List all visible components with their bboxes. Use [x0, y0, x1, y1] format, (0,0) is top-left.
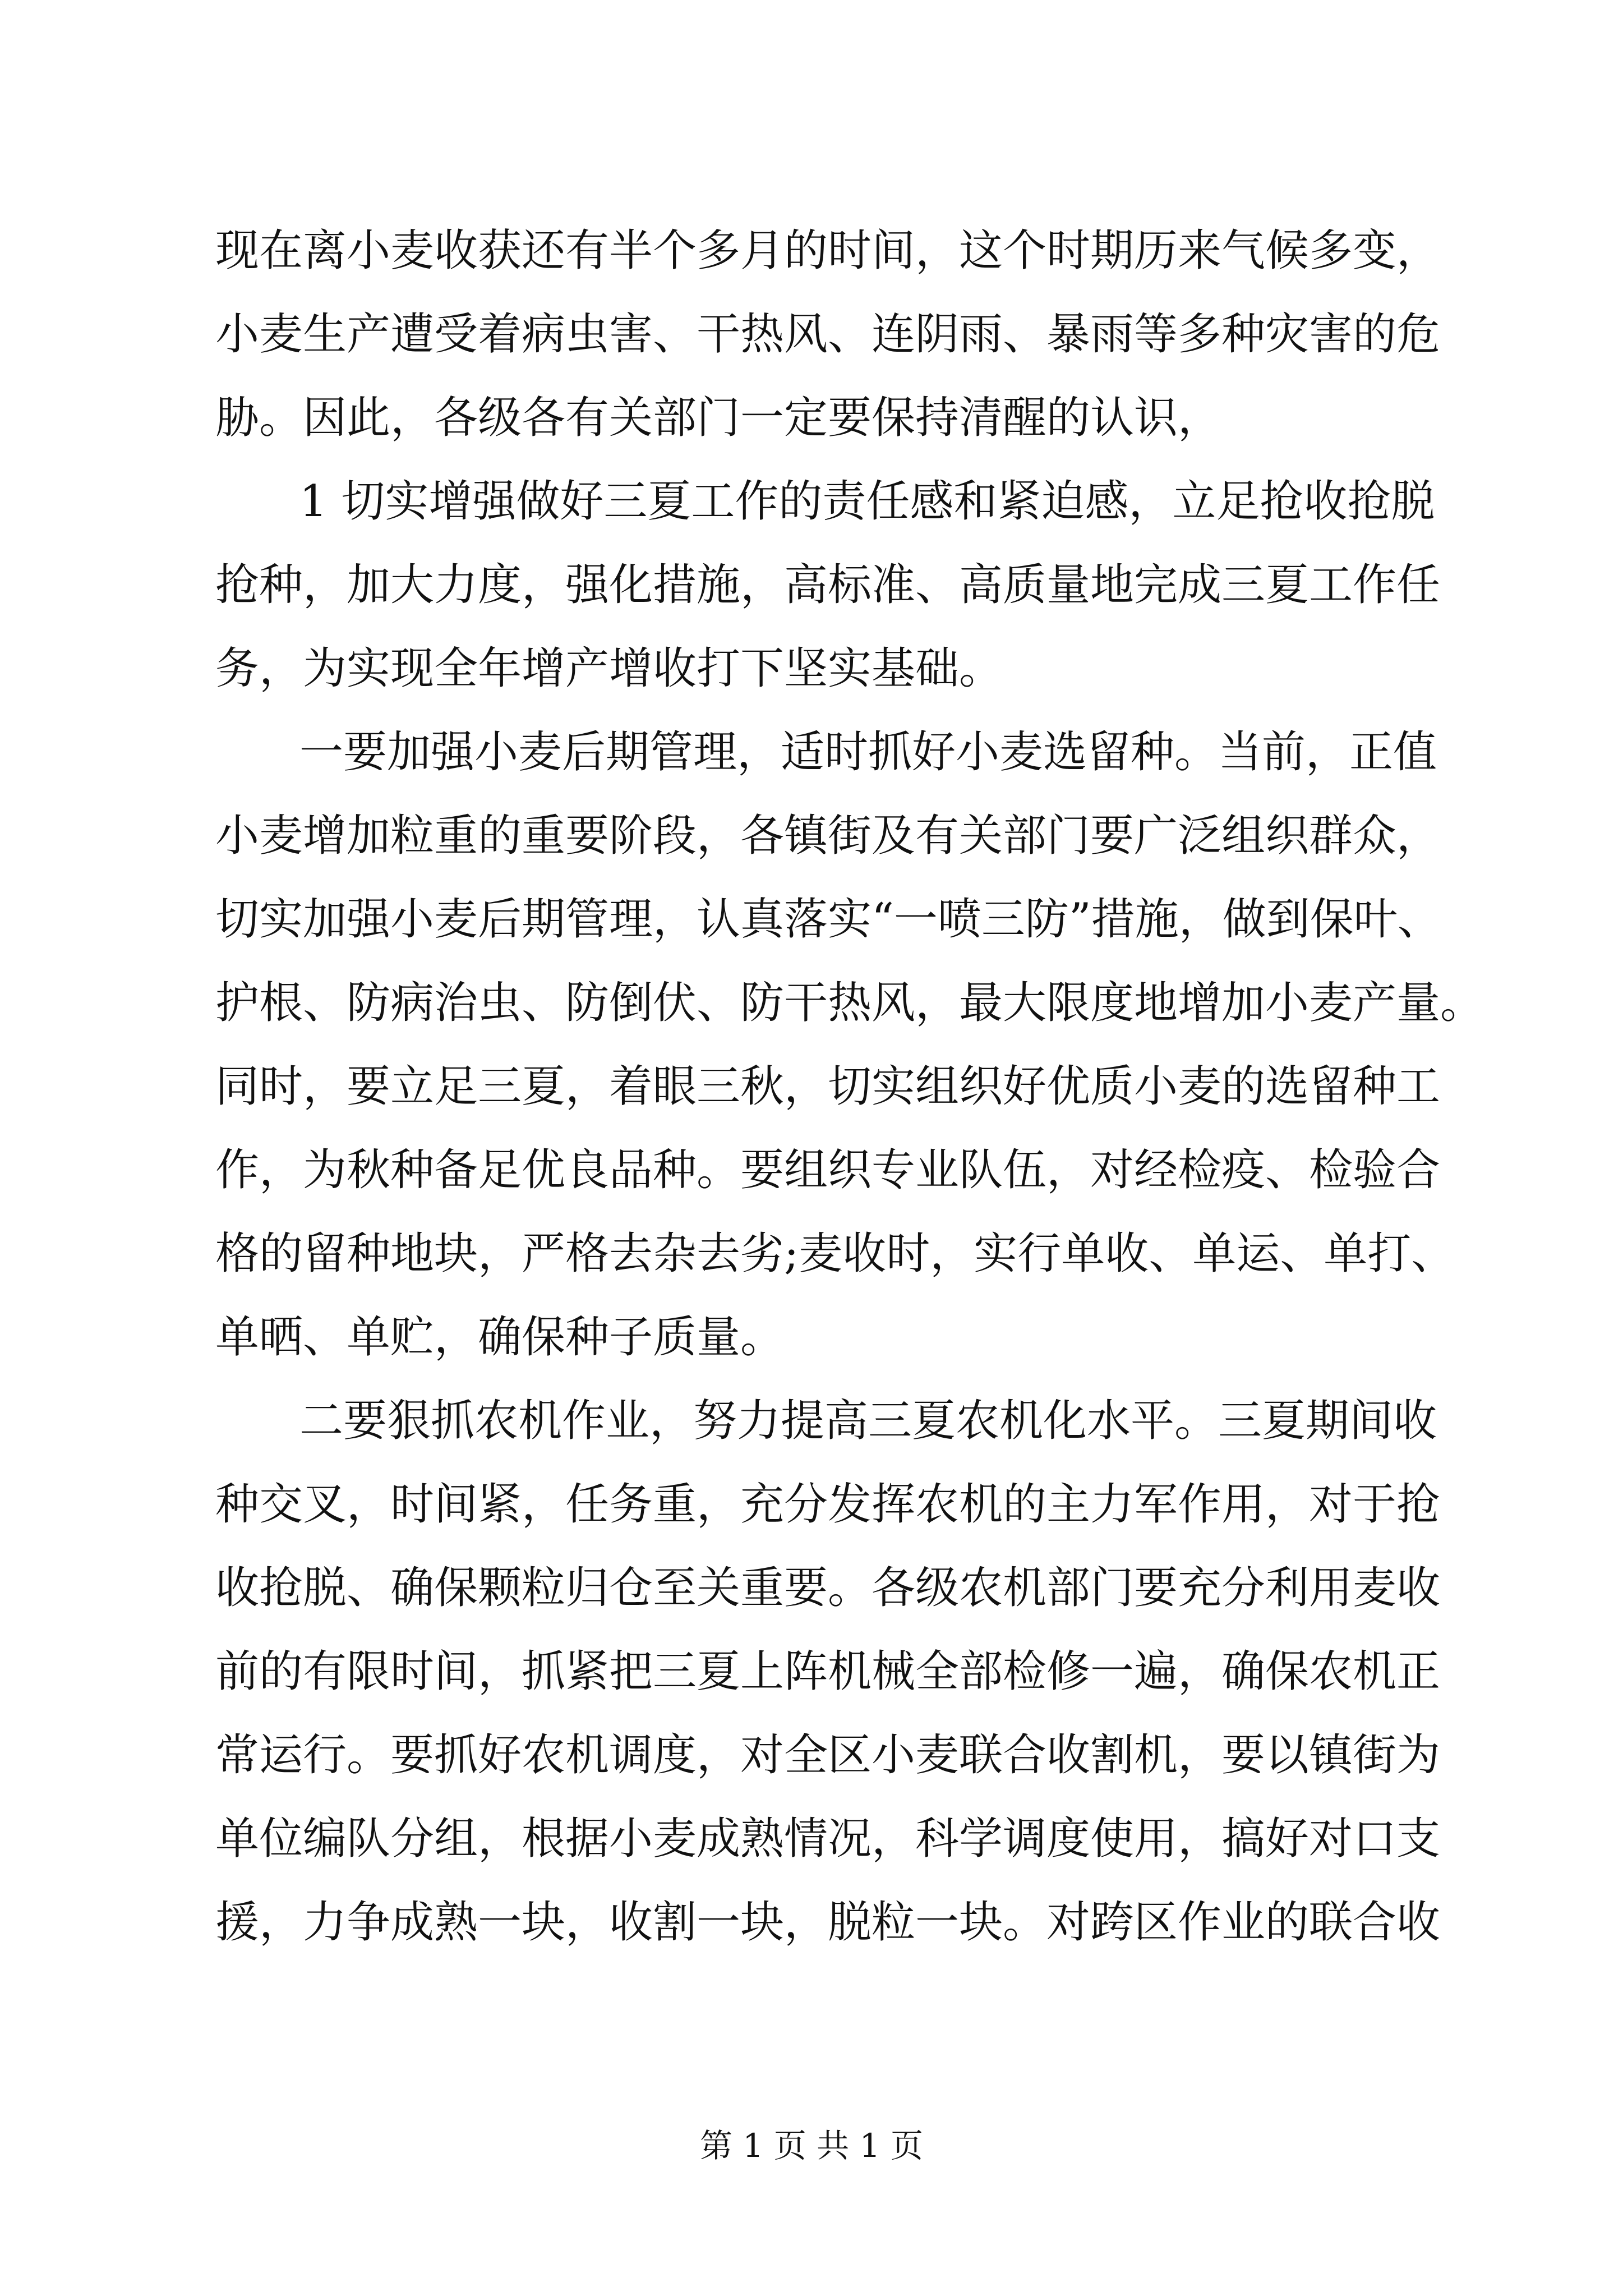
- text-line: 胁。因此，各级各有关部门一定要保持清醒的认识，: [215, 393, 1222, 443]
- text-line: 作，为秋种备足优良品种。要组织专业队伍，对经检疫、检验合: [215, 1145, 1441, 1195]
- document-body: [215, 209, 1484, 1964]
- page-number-footer: 第 1 页 共 1 页: [700, 2127, 923, 2165]
- text-line: 援，力争成熟一块，收割一块，脱粒一块。对跨区作业的联合收: [215, 1897, 1441, 1948]
- text-line: 格的留种地块，严格去杂去劣;麦收时，实行单收、单运、单打、: [215, 1228, 1455, 1279]
- text-line: 单位编队分组，根据小麦成熟情况，科学调度使用，搞好对口支: [215, 1814, 1441, 1864]
- text-line: 切实加强小麦后期管理，认真落实“一喷三防”措施，做到保叶、: [215, 894, 1441, 945]
- text-line: 同时，要立足三夏，着眼三秋，切实组织好优质小麦的选留种工: [215, 1061, 1441, 1112]
- paragraph-first-line: 1 切实增强做好三夏工作的责任感和紧迫感，立足抢收抢脱: [299, 476, 1435, 527]
- text-line: 常运行。要抓好农机调度，对全区小麦联合收割机，要以镇街为: [215, 1730, 1441, 1780]
- text-line: 小麦增加粒重的重要阶段，各镇街及有关部门要广泛组织群众，: [215, 811, 1441, 861]
- text-line: 抢种，加大力度，强化措施，高标准、高质量地完成三夏工作任: [215, 560, 1441, 610]
- text-line: 现在离小麦收获还有半个多月的时间，这个时期历来气候多变，: [215, 226, 1441, 276]
- paragraph-first-line: 一要加强小麦后期管理，适时抓好小麦选留种。当前，正值: [299, 727, 1437, 777]
- text-line: 种交叉，时间紧，任务重，充分发挥农机的主力军作用，对于抢: [215, 1479, 1441, 1530]
- text-line: 前的有限时间，抓紧把三夏上阵机械全部检修一遍，确保农机正: [215, 1646, 1441, 1697]
- paragraph-first-line: 二要狠抓农机作业，努力提高三夏农机化水平。三夏期间收: [299, 1396, 1437, 1446]
- text-line: 小麦生产遭受着病虫害、干热风、连阴雨、暴雨等多种灾害的危: [215, 309, 1441, 360]
- text-line: 单晒、单贮，确保种子质量。: [215, 1312, 785, 1363]
- text-line: 收抢脱、确保颗粒归仓至关重要。各级农机部门要充分利用麦收: [215, 1563, 1441, 1613]
- text-line: 务，为实现全年增产增收打下坚实基础。: [215, 643, 1003, 694]
- text-line: 护根、防病治虫、防倒伏、防干热风，最大限度地增加小麦产量。: [215, 978, 1484, 1028]
